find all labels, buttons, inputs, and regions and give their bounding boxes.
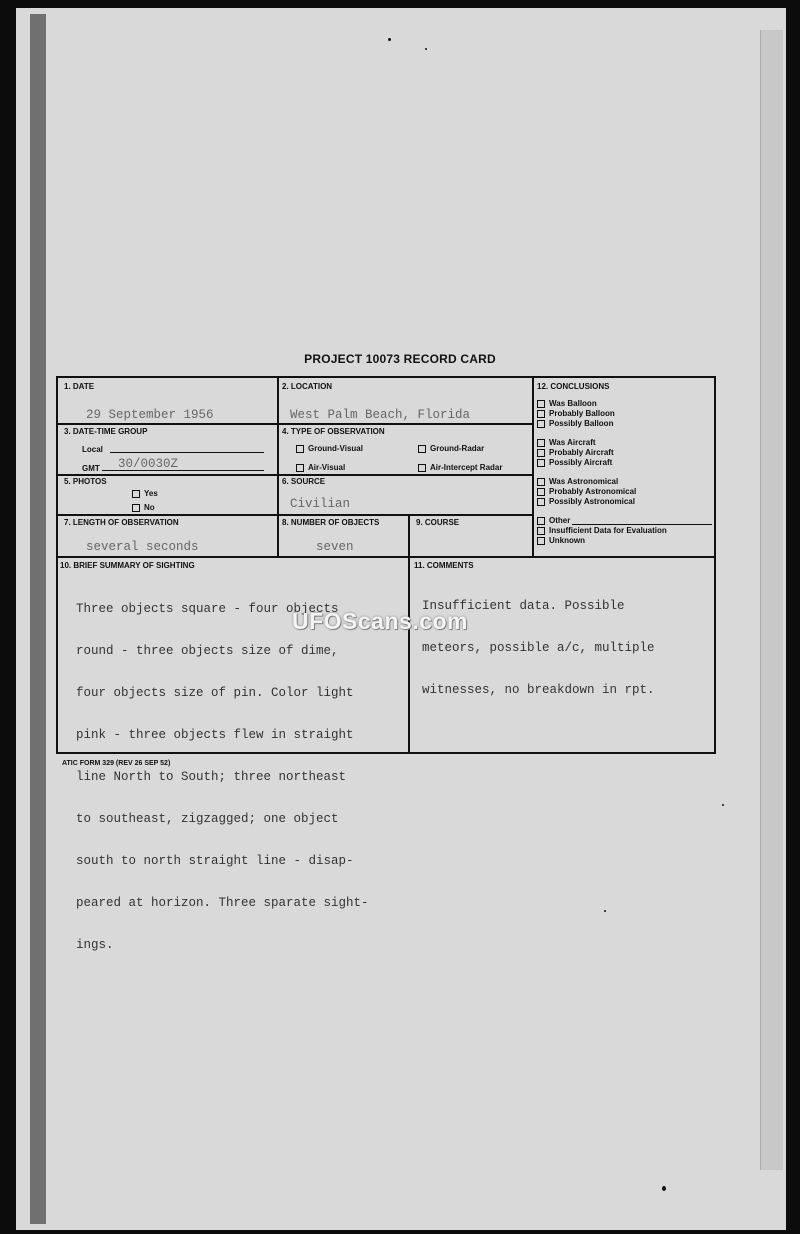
checkbox-icon	[418, 445, 426, 453]
photos-yes: Yes	[132, 489, 158, 498]
divider-v2	[532, 378, 534, 558]
divider-h3	[58, 514, 532, 516]
location-value: West Palm Beach, Florida	[290, 408, 471, 422]
conclusion-item: Was Balloon	[537, 399, 615, 409]
checkbox-icon	[537, 449, 545, 457]
obs-type-label: 4. TYPE OF OBSERVATION	[282, 427, 385, 436]
conclusion-item: Possibly Balloon	[537, 419, 615, 429]
summary-line: south to north straight line - disap-	[76, 854, 354, 868]
conclusion-item: Was Astronomical	[537, 477, 636, 487]
checkbox-icon	[537, 478, 545, 486]
location-label: 2. LOCATION	[282, 382, 333, 391]
checkbox-icon	[537, 410, 545, 418]
source-value: Civilian	[290, 497, 351, 511]
checkbox-icon	[537, 488, 545, 496]
conclusion-item: Possibly Astronomical	[537, 497, 636, 507]
course-label: 9. COURSE	[416, 518, 460, 527]
num-objects-value: seven	[316, 540, 354, 554]
comments-label: 11. COMMENTS	[414, 561, 474, 570]
gmt-label: GMT	[82, 464, 100, 473]
obs-ground-visual: Ground-Visual	[296, 444, 363, 453]
summary-line: round - three objects size of dime,	[76, 644, 339, 658]
speck	[425, 48, 427, 50]
checkbox-icon	[132, 504, 140, 512]
length-label: 7. LENGTH OF OBSERVATION	[64, 518, 179, 527]
divider-h4	[58, 556, 716, 558]
divider-h2	[58, 474, 532, 476]
divider-h1	[58, 423, 532, 425]
conclusion-item: Insufficient Data for Evaluation	[537, 526, 667, 536]
checkbox-icon	[296, 464, 304, 472]
checkbox-icon	[537, 498, 545, 506]
checkbox-icon	[537, 527, 545, 535]
watermark: UFOScans.com	[292, 608, 468, 634]
other-line	[572, 524, 712, 525]
card-title: PROJECT 10073 RECORD CARD	[304, 352, 496, 366]
checkbox-icon	[537, 537, 545, 545]
conclusions-label: 12. CONCLUSIONS	[537, 382, 610, 391]
checkbox-icon	[296, 445, 304, 453]
dtg-label: 3. DATE-TIME GROUP	[64, 427, 148, 436]
length-value: several seconds	[86, 540, 199, 554]
conclusions-aircraft-group	[537, 438, 614, 468]
conclusion-item: Probably Aircraft	[537, 448, 614, 458]
local-line	[110, 452, 264, 453]
conclusion-item: Other	[537, 516, 667, 526]
comments-text	[422, 571, 655, 725]
num-objects-label: 8. NUMBER OF OBJECTS	[282, 518, 380, 527]
conclusions-balloon-group	[537, 399, 615, 429]
gmt-value: 30/0030Z	[118, 457, 179, 471]
summary-line: Three objects square - four objects	[76, 602, 339, 616]
date-label: 1. DATE	[64, 382, 95, 391]
summary-label: 10. BRIEF SUMMARY OF SIGHTING	[60, 561, 195, 570]
obs-air-visual: Air-Visual	[296, 463, 345, 472]
obs-air-intercept-radar: Air-Intercept Radar	[418, 463, 502, 472]
checkbox-icon	[537, 459, 545, 467]
conclusions-other-group	[537, 516, 667, 546]
checkbox-icon	[537, 400, 545, 408]
comments-line: meteors, possible a/c, multiple	[422, 641, 655, 655]
conclusions-astronomical-group	[537, 477, 636, 507]
summary-line: peared at horizon. Three sparate sight-	[76, 896, 369, 910]
checkbox-icon	[537, 420, 545, 428]
obs-ground-radar: Ground-Radar	[418, 444, 484, 453]
form-footer: ATIC FORM 329 (REV 26 SEP 52)	[62, 760, 171, 767]
source-label: 6. SOURCE	[282, 477, 326, 486]
sheet-shadow	[30, 14, 46, 1224]
comments-line: Insufficient data. Possible	[422, 599, 625, 613]
speck	[388, 38, 391, 41]
summary-line: ings.	[76, 938, 114, 952]
speck	[604, 910, 606, 912]
conclusion-item: Unknown	[537, 536, 667, 546]
conclusion-item: Probably Balloon	[537, 409, 615, 419]
summary-line: four objects size of pin. Color light	[76, 686, 354, 700]
conclusion-item: Probably Astronomical	[537, 487, 636, 497]
photos-label: 5. PHOTOS	[64, 477, 107, 486]
conclusion-item: Was Aircraft	[537, 438, 614, 448]
checkbox-icon	[537, 439, 545, 447]
speck	[722, 804, 724, 806]
conclusion-item: Possibly Aircraft	[537, 458, 614, 468]
speck	[662, 1186, 666, 1191]
summary-line: pink - three objects flew in straight	[76, 728, 354, 742]
local-label: Local	[82, 445, 103, 454]
checkbox-icon	[537, 517, 545, 525]
checkbox-icon	[132, 490, 140, 498]
checkbox-icon	[418, 464, 426, 472]
date-value: 29 September 1956	[86, 408, 214, 422]
summary-line: to southeast, zigzagged; one object	[76, 812, 339, 826]
back-page-edge	[760, 30, 783, 1170]
divider-v1	[277, 378, 279, 558]
photos-no: No	[132, 503, 155, 512]
summary-line: line North to South; three northeast	[76, 770, 347, 784]
comments-line: witnesses, no breakdown in rpt.	[422, 683, 655, 697]
